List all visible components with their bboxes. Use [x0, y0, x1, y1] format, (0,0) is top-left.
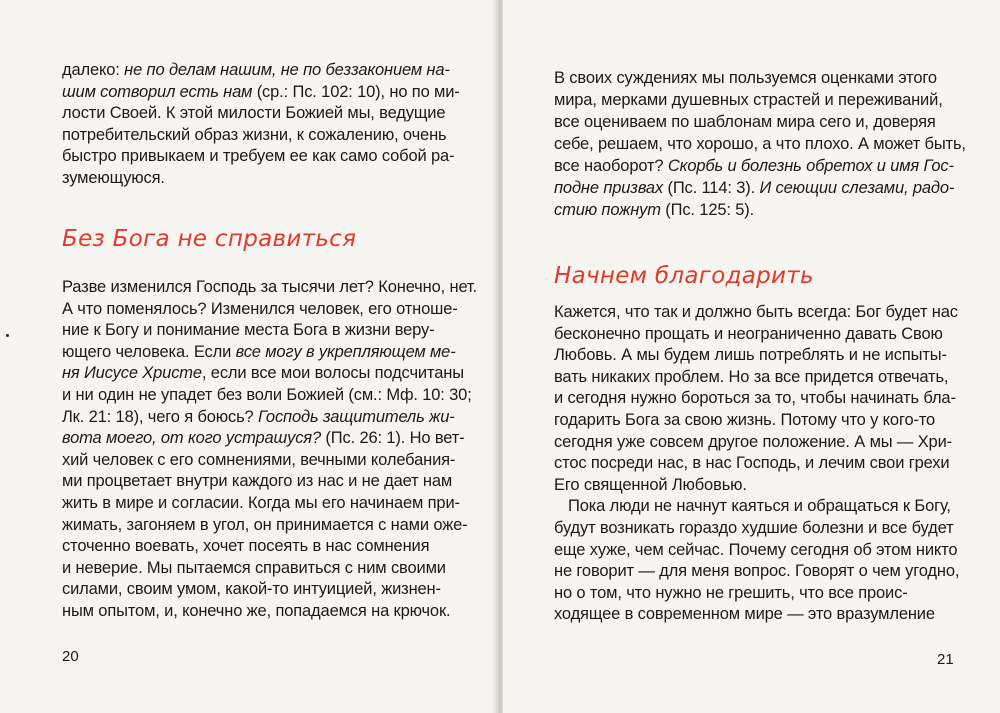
text-line [62, 103, 445, 123]
text-run: сегодня уже совсем другое положение. А мы — Хри- [554, 432, 952, 451]
text-line [568, 496, 951, 516]
text-run: стос посреди нас, в нас Господь, и лечим свои грехи [554, 454, 950, 473]
text-run: жимать, загоняем в угол, он принимается с нами оже- [62, 515, 468, 534]
text-line [62, 168, 165, 188]
text-line [62, 601, 450, 621]
text-run: быстро привыкаем и требуем ее как само собой ра- [62, 147, 455, 166]
text-line [554, 302, 958, 322]
text-line [554, 345, 947, 365]
text-line [554, 604, 935, 624]
text-run: мира, мерками душевных страстей и переживаний, [554, 91, 943, 109]
text-run: ние к Богу и понимание места Бога в жизни веру- [62, 321, 435, 340]
italic-quote: вота моего, от кого устрашуся? [62, 429, 321, 448]
text-run: все наоборот? [554, 157, 668, 175]
text-run: себе, решаем, что хорошо, а что плохо. А может быть, [554, 135, 966, 153]
text-run: хий человек с его сомнениями, вечными колебания- [62, 450, 456, 469]
text-line [62, 385, 472, 405]
text-run: Лк. 21: 18), чего я боюсь? [62, 407, 259, 426]
text-run: ми процветает внутри каждого из нас и не дает нам [62, 472, 453, 491]
left-page-number: 20 [62, 648, 79, 665]
text-run: и ни один не упадет без воли Божией (см.: Мф. 10: 30; [62, 386, 472, 404]
text-line [62, 363, 464, 383]
text-run: Кажется, что так и должно быть всегда: Бог будет нас [554, 303, 958, 321]
text-line [62, 579, 441, 599]
right-page [503, 0, 1000, 713]
text-run: Его священной Любовью. [554, 475, 747, 494]
text-run: ющего человека. Если [62, 342, 236, 361]
italic-quote: И сеющии слезами, радо- [759, 179, 955, 197]
text-line [554, 453, 949, 473]
text-line [554, 68, 937, 88]
text-run: А что поменялось? Изменился человек, его отноше- [62, 299, 458, 318]
text-line [554, 432, 952, 452]
text-run: сточенно воевать, хочет посеять в нас сомнения [62, 537, 430, 556]
italic-quote: Господь защититель жи- [258, 407, 455, 426]
text-run: годарить Бога за свою жизнь. Потому что у кого-то [554, 411, 936, 429]
text-run: и сегодня нужно бороться за то, чтобы начинать бла- [554, 389, 956, 408]
text-line [62, 471, 452, 491]
text-line [554, 518, 953, 538]
text-run: и неверие. Мы пытаемся справиться с ним своими [62, 558, 446, 577]
text-run: ходящее в современном мире — это вразумление [554, 605, 935, 624]
text-line [554, 388, 956, 408]
text-run: бесконечно прощать и неограниченно давать Свою [554, 324, 943, 343]
text-run: зумеющуюся. [62, 169, 165, 187]
text-run: (Пс. 114: 3). [663, 179, 760, 197]
text-run: ным опытом, и, конечно же, попадаемся на крючок. [62, 602, 451, 620]
text-run: но о том, что нужно не грешить, что все проис- [554, 583, 908, 602]
text-run: все оцениваем по шаблонам мира сего и, доверяя [554, 113, 936, 131]
italic-quote: шим сотворил есть нам [62, 82, 253, 101]
italic-quote: не по делам нашим, не по беззаконием на- [124, 61, 450, 79]
italic-quote: подне призвах [554, 179, 664, 197]
text-line [554, 324, 943, 344]
text-run: вать никаких проблем. Но за все придется отвечать, [554, 367, 949, 386]
text-run: , если все мои волосы подсчитаны [201, 364, 464, 383]
text-line [62, 558, 446, 578]
text-run: потребительский образ жизни, к сожалению, очень [62, 125, 447, 144]
text-line [554, 540, 957, 560]
text-line [62, 407, 455, 427]
text-line [62, 428, 465, 448]
text-run: будут возникать гораздо худшие болезни и все будет [554, 519, 954, 537]
text-run: лости Своей. К этой милости Божией мы, ведущие [62, 104, 446, 123]
italic-quote: стию пожнут [554, 201, 661, 219]
text-run: В своих суждениях мы пользуемся оценками этого [554, 69, 937, 87]
text-line [554, 112, 936, 132]
text-line [62, 493, 460, 513]
text-line [554, 475, 747, 495]
text-line [62, 146, 454, 166]
text-line [62, 277, 477, 297]
text-run: (ср.: Пс. 102: 10), но по ми- [252, 82, 460, 101]
left-section-heading: Без Бога не справиться [62, 226, 357, 252]
text-run: жить в мире и согласии. Когда мы его начинаем при- [62, 494, 460, 512]
text-run: далеко: [62, 61, 125, 79]
text-run: (Пс. 125: 5). [660, 201, 755, 219]
text-run: Пока люди не начнут каяться и обращаться к Богу, [568, 497, 951, 516]
text-line [554, 410, 935, 430]
text-line [554, 200, 754, 220]
text-line [62, 450, 455, 470]
text-run: силами, своим умом, какой-то интуицией, жизнен- [62, 580, 441, 599]
text-line [62, 125, 446, 145]
text-run: Разве изменился Господь за тысячи лет? Конечно, нет. [62, 278, 477, 296]
left-page [0, 0, 497, 713]
text-line [62, 536, 429, 556]
right-page-number: 21 [937, 651, 954, 668]
italic-quote: все могу в укрепляющем ме- [235, 342, 456, 361]
text-line [554, 583, 908, 603]
text-line [62, 60, 450, 80]
print-speck [6, 334, 9, 337]
text-line [554, 367, 948, 387]
text-line [554, 561, 959, 581]
text-run: Любовь. А мы будем лишь потреблять и не испыты- [554, 346, 947, 365]
text-line [62, 515, 467, 535]
text-line [554, 156, 954, 176]
italic-quote: ня Иисусе Христе [62, 364, 202, 383]
text-line [62, 299, 458, 319]
text-run: еще хуже, чем сейчас. Почему сегодня об этом никто [554, 540, 958, 559]
text-line [62, 82, 460, 102]
text-line [554, 90, 943, 110]
text-run: (Пс. 26: 1). Но вет- [321, 429, 465, 448]
text-line [554, 178, 954, 198]
text-line [62, 320, 434, 340]
right-section-heading: Начнем благодарить [554, 263, 814, 289]
italic-quote: Скорбь и болезнь обретох и имя Гос- [667, 157, 954, 175]
text-line [554, 134, 966, 154]
text-line [62, 342, 456, 362]
text-run: не говорит — для меня вопрос. Говорят о чем угодно, [554, 562, 960, 581]
